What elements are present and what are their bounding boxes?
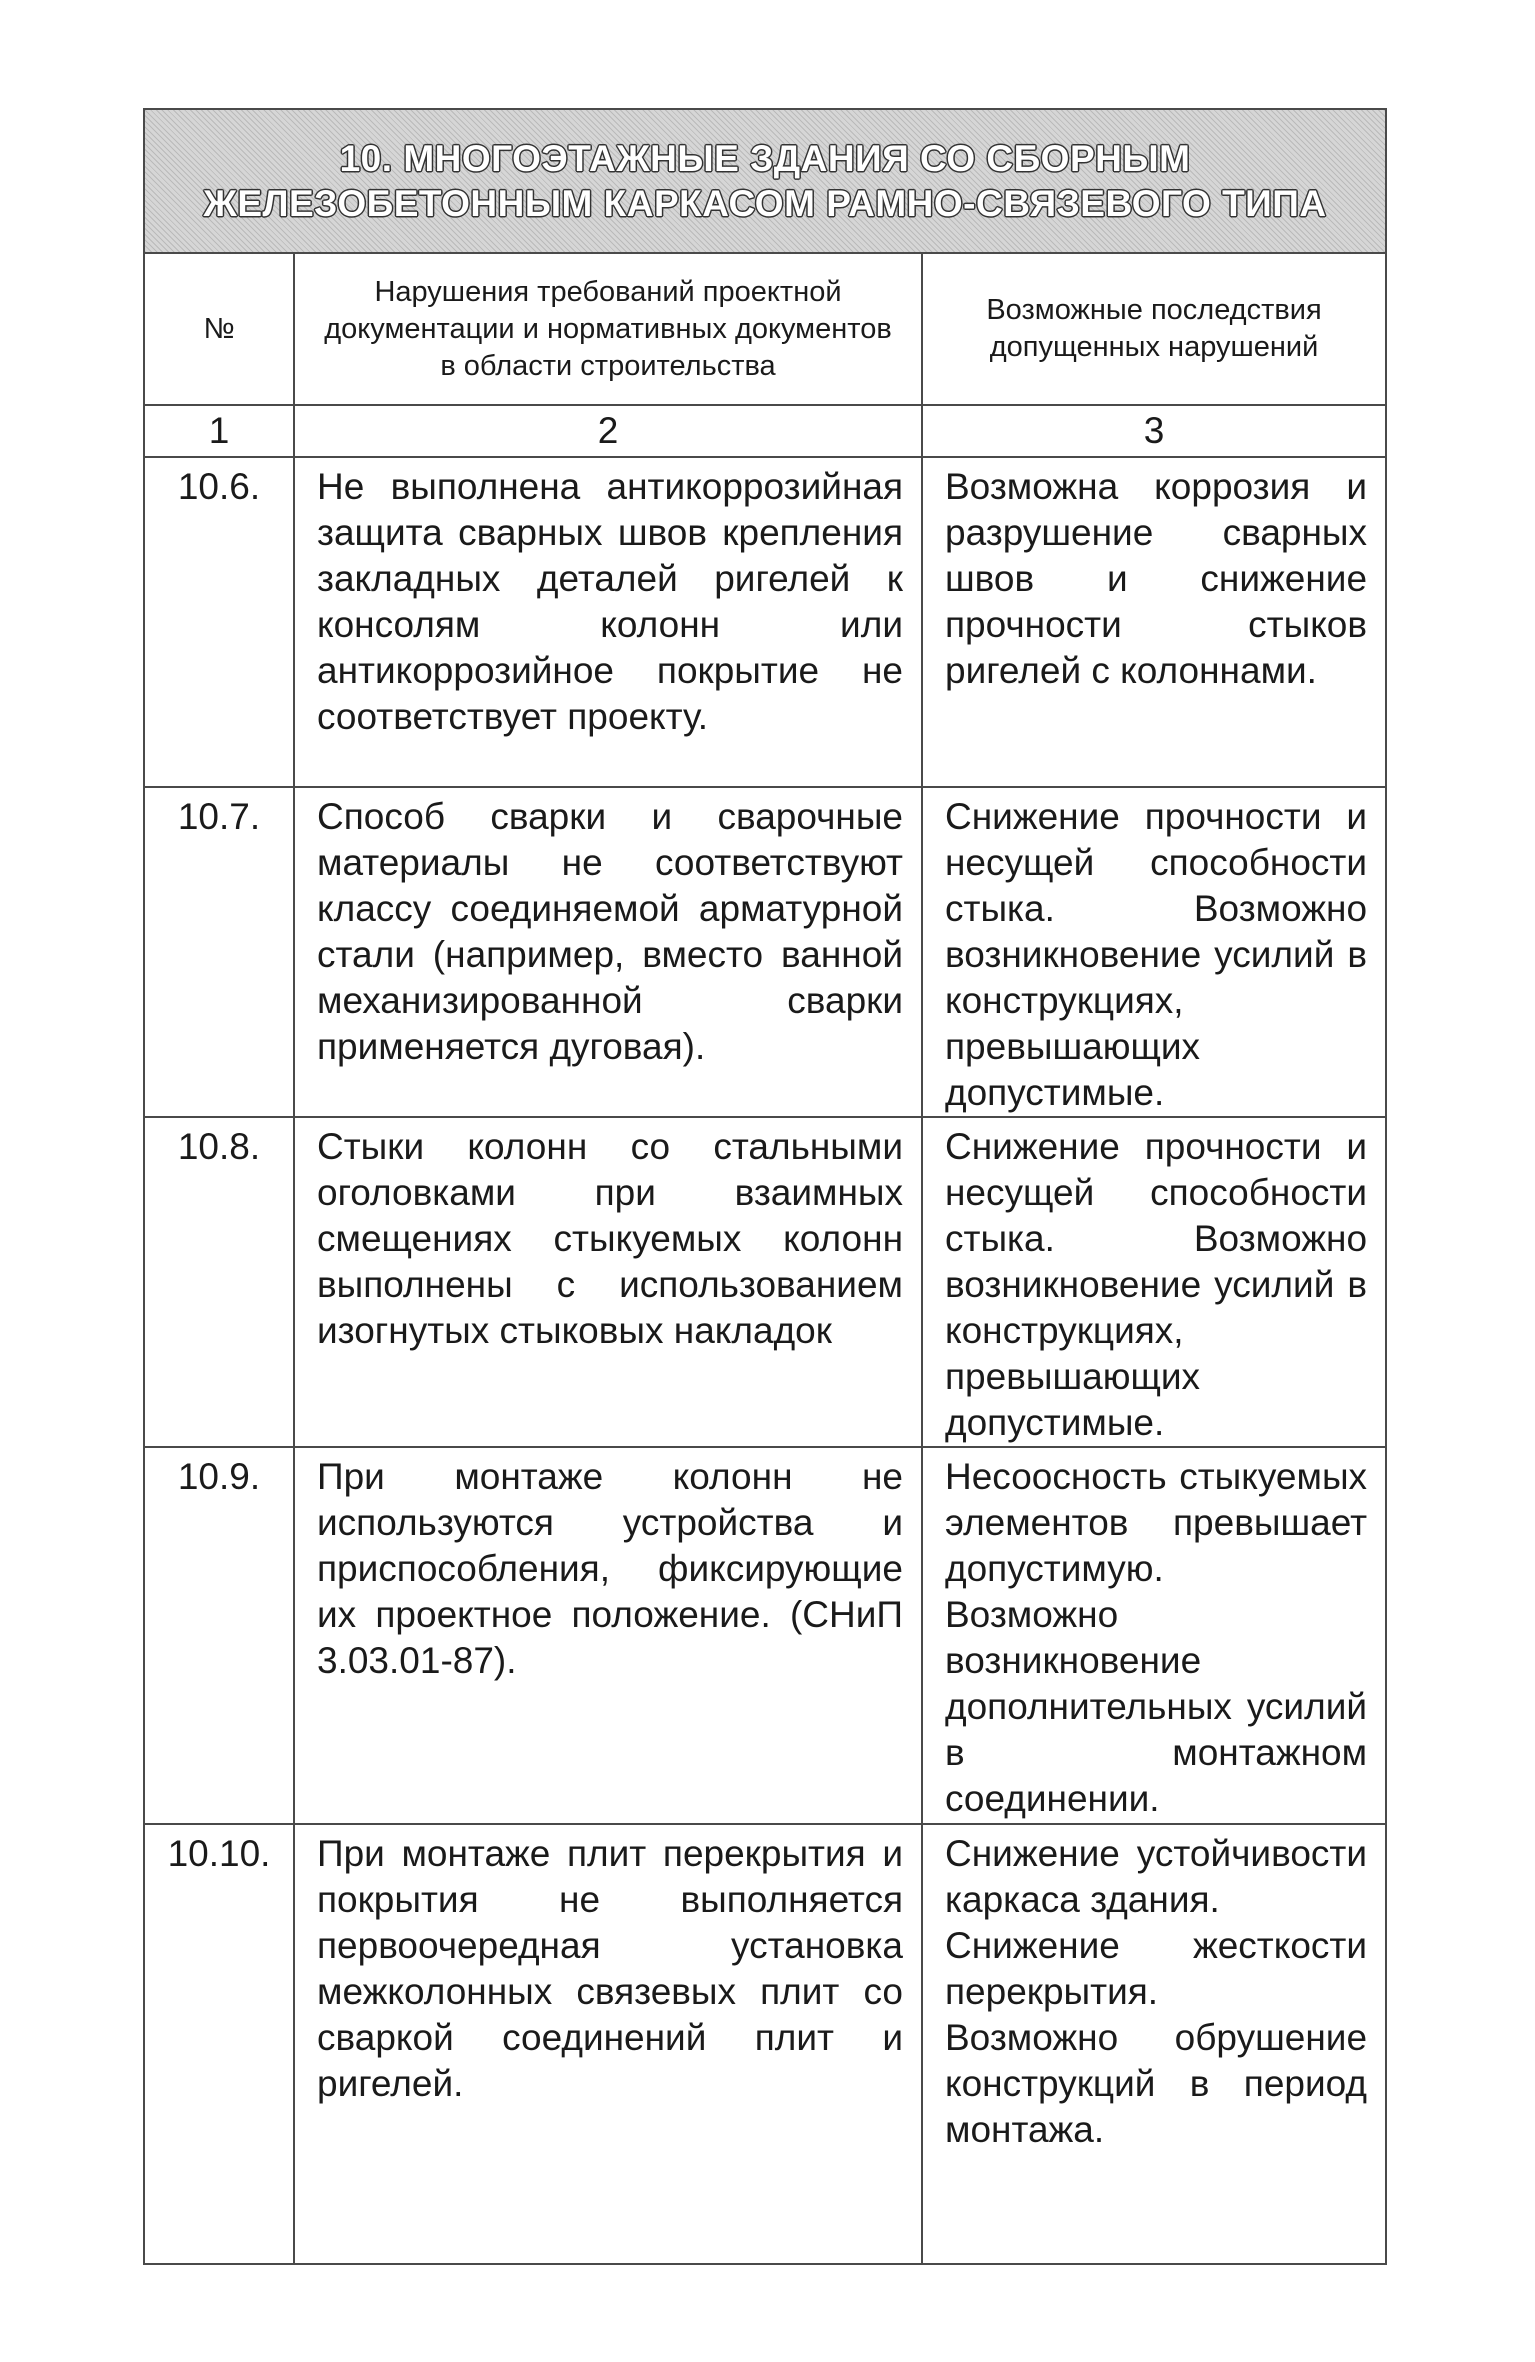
header-violations: [294, 253, 922, 405]
consequence-paragraph: Возможно обрушение конструкций в период монтажа.: [945, 2017, 1368, 2150]
table-title: [144, 109, 1386, 253]
row-id: 10.6.: [144, 457, 294, 787]
consequence-paragraph: Несоосность стыкуемых элементов превышает допустимую.: [945, 1456, 1368, 1589]
violation-text: [294, 457, 922, 787]
violation-text: [294, 1447, 922, 1824]
consequences-text: [922, 1824, 1386, 2264]
table-row: [144, 1824, 1386, 2264]
violation-text: [294, 1824, 922, 2264]
row-id: 10.8.: [144, 1117, 294, 1447]
title-line-2: ЖЕЛЕЗОБЕТОННЫМ КАРКАСОМ РАМНО-СВЯЗЕВОГО ТИПА: [203, 183, 1327, 224]
violation-text: [294, 787, 922, 1117]
consequence-paragraph: Снижение жесткости перекрытия.: [945, 1925, 1368, 2012]
column-number: 3: [922, 405, 1386, 457]
row-id: 10.9.: [144, 1447, 294, 1824]
consequence-paragraph: Снижение прочности и несущей способности стыка. Возможно возникновение усилий в конструкциях, превышающих допустимые.: [945, 1126, 1368, 1443]
consequences-text: [922, 457, 1386, 787]
consequence-paragraph: Возможно возникновение дополнительных усилий в монтажном соединении.: [945, 1594, 1368, 1819]
violation-paragraph: При монтаже колонн не используются устройства и приспособления, фиксирующие их проектное положение. (СНиП 3.03.01-87).: [317, 1456, 903, 1681]
header-consequences-label: Возможные последствия допущенных нарушений: [986, 294, 1322, 363]
table-row: [144, 1117, 1386, 1447]
table-row: [144, 1447, 1386, 1824]
title-line-1: 10. МНОГОЭТАЖНЫЕ ЗДАНИЯ СО СБОРНЫМ: [339, 138, 1191, 179]
title-row: [144, 109, 1386, 253]
row-id: 10.7.: [144, 787, 294, 1117]
header-consequences: [922, 253, 1386, 405]
violation-paragraph: При монтаже плит перекрытия и покрытия не выполняется первоочередная установка межколонных связевых плит со сваркой соединений плит и ригелей.: [317, 1833, 903, 2104]
violation-paragraph: Стыки колонн со стальными оголовками при взаимных смещениях стыкуемых колонн выполнены с использованием изогнутых стыковых накладок: [317, 1126, 903, 1351]
row-id: 10.10.: [144, 1824, 294, 2264]
header-violations-label: Нарушения требований проектной документации и нормативных документов в области строительства: [324, 275, 892, 382]
consequences-text: [922, 1447, 1386, 1824]
violation-text: [294, 1117, 922, 1447]
violation-paragraph: Не выполнена антикоррозийная защита сварных швов крепления закладных деталей ригелей к консолям колонн или антикоррозийное покрытие не соответствует проекту.: [317, 466, 903, 737]
table-row: [144, 457, 1386, 787]
consequences-text: [922, 787, 1386, 1117]
consequence-paragraph: Возможна коррозия и разрушение сварных швов и снижение прочности стыков ригелей с колоннами.: [945, 466, 1368, 691]
consequences-text: [922, 1117, 1386, 1447]
column-number: 2: [294, 405, 922, 457]
consequence-paragraph: Снижение устойчивости каркаса здания.: [945, 1833, 1368, 1920]
column-number-row: [144, 405, 1386, 457]
regulation-table: [143, 108, 1387, 2265]
violation-paragraph: Способ сварки и сварочные материалы не соответствуют классу соединяемой арматурной стали (например, вместо ванной механизированной сварки применяется дуговая).: [317, 796, 903, 1067]
header-row: [144, 253, 1386, 405]
header-no-label: №: [203, 312, 235, 345]
consequence-paragraph: Снижение прочности и несущей способности стыка. Возможно возникновение усилий в конструкциях, превышающих допустимые.: [945, 796, 1368, 1113]
column-number: 1: [144, 405, 294, 457]
header-no: [144, 253, 294, 405]
table-row: [144, 787, 1386, 1117]
